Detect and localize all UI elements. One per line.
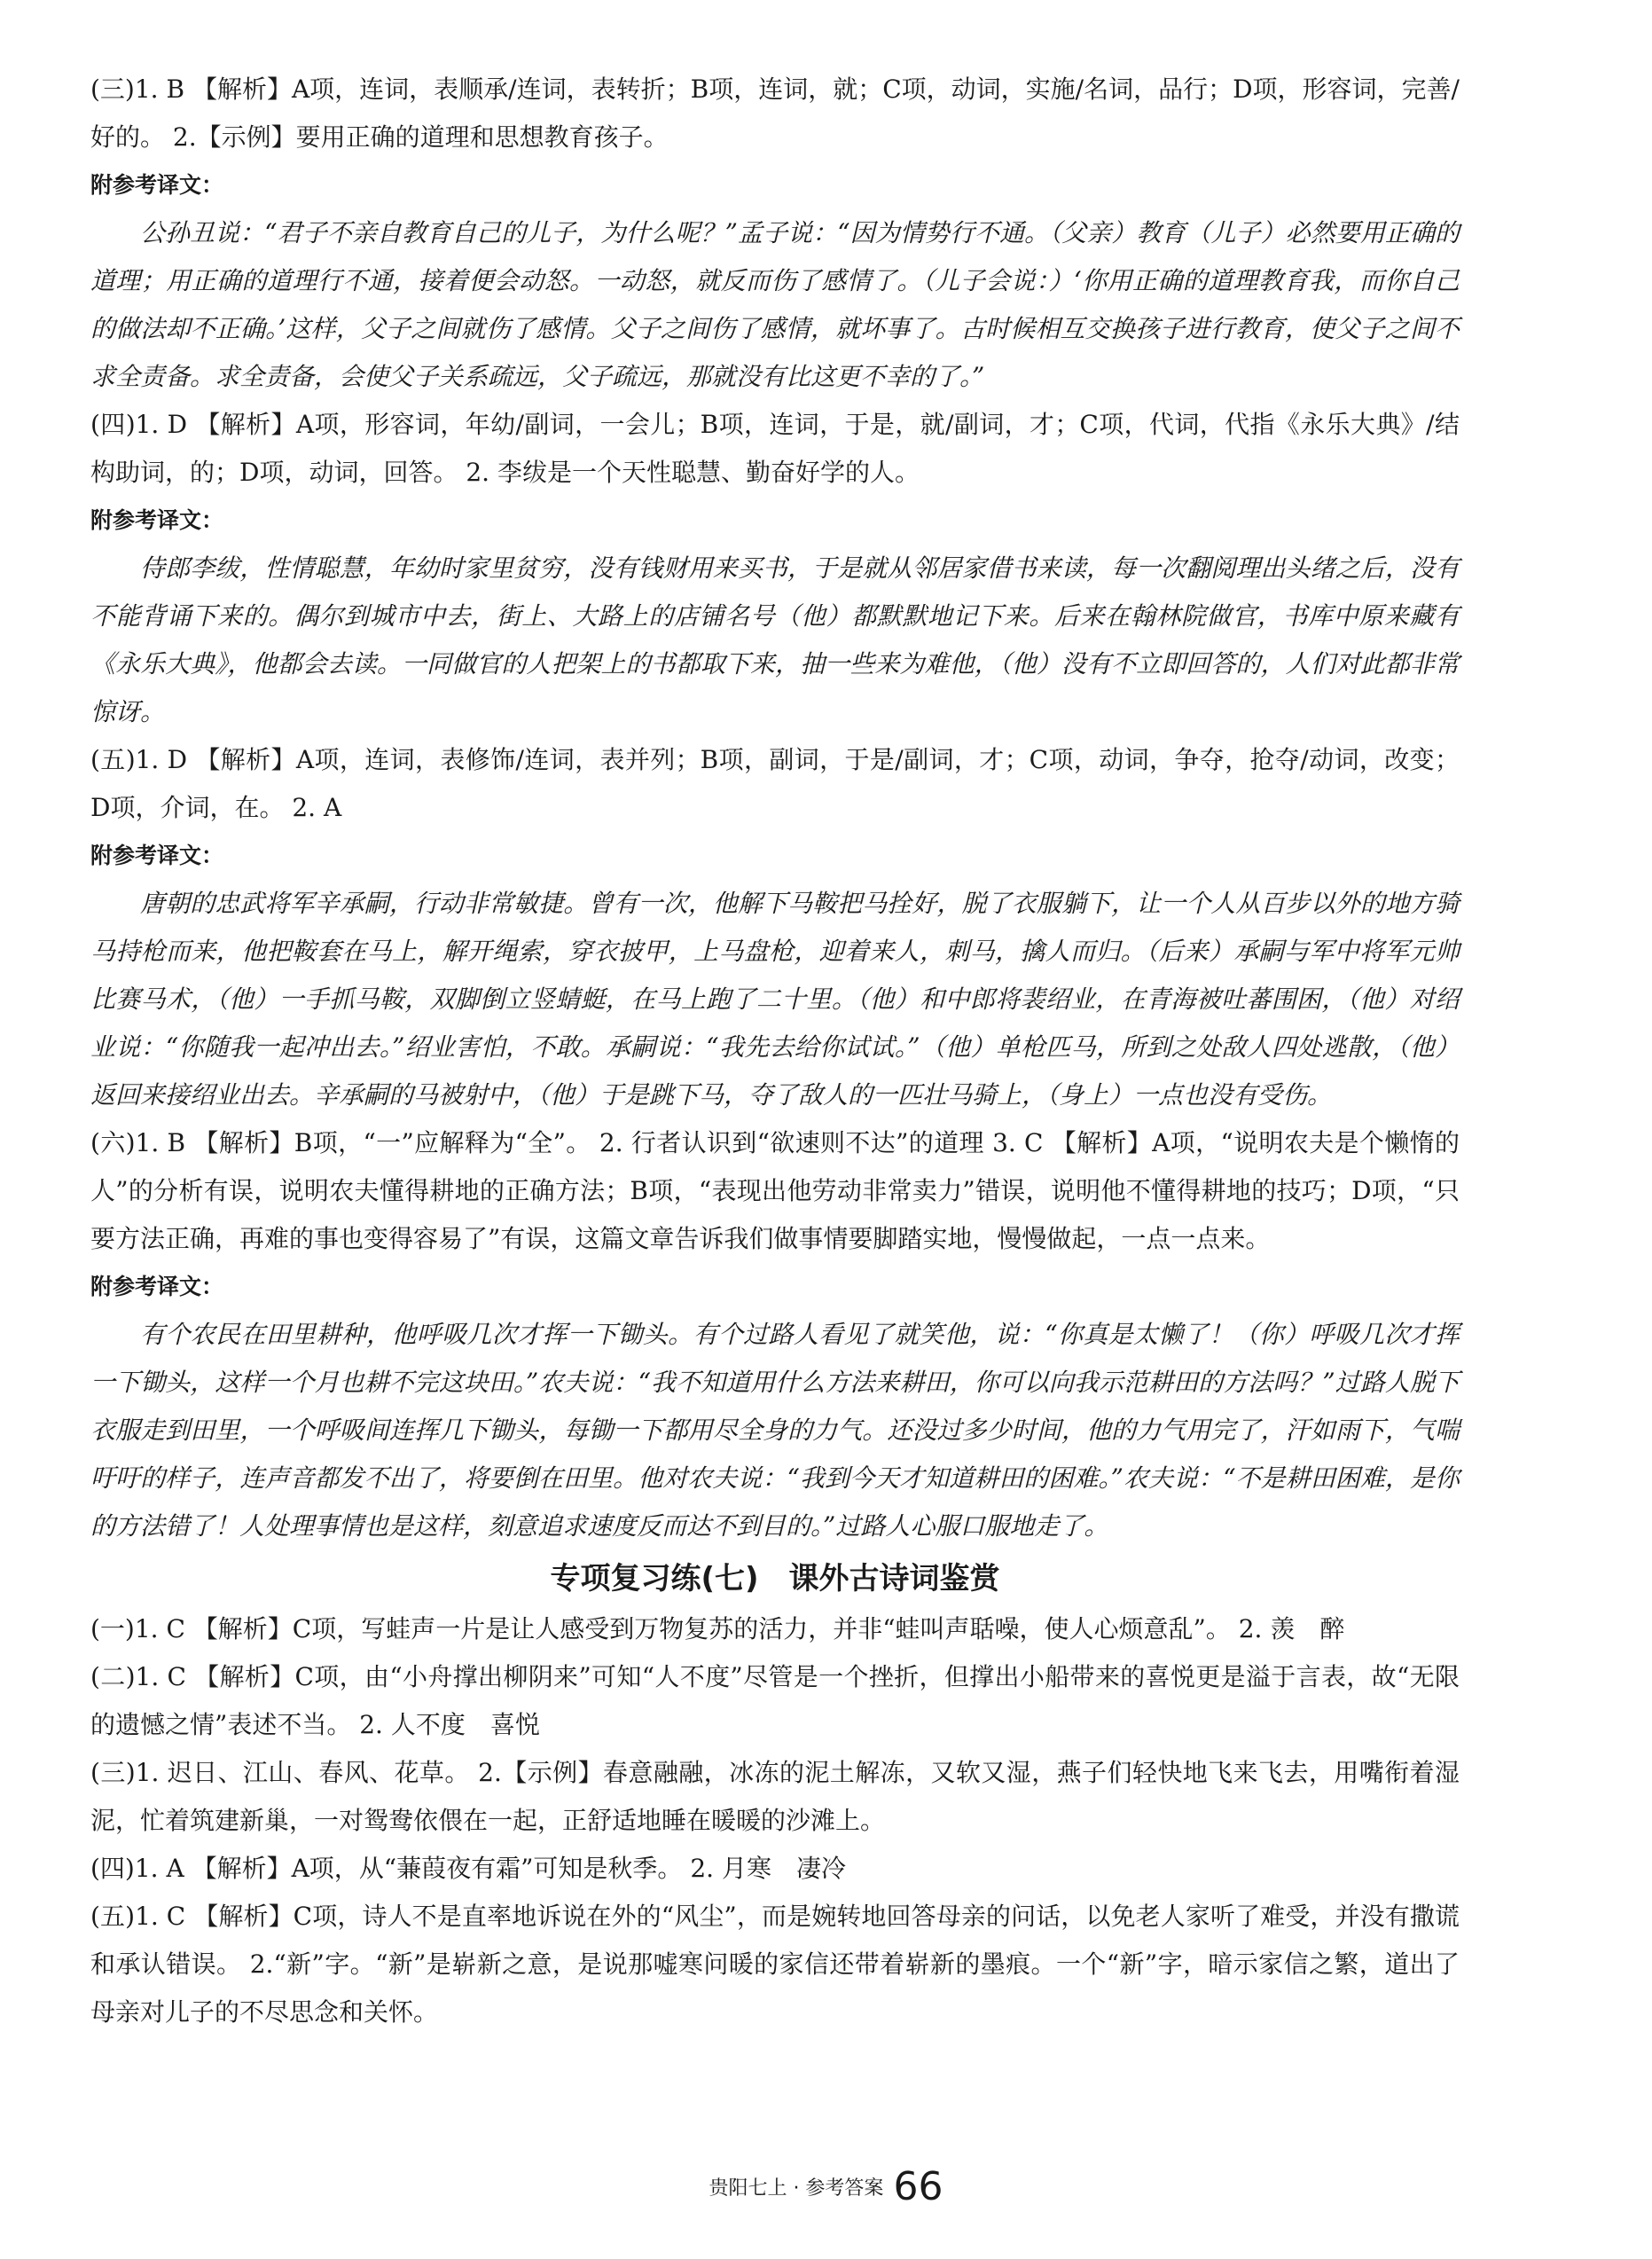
answer-paragraph: (四)1. A 【解析】A项，从“蒹葭夜有霜”可知是秋季。 2. 月寒 凄冷 xyxy=(90,1854,846,1883)
answer-paragraph: (二)1. C 【解析】C项，由“小舟撑出柳阴来”可知“人不度”尽管是一个挫折，但撑出小船带来的喜悦更是溢于言表，故“无限的遗憾之情”表述不当。 2. 人不度 喜悦 xyxy=(90,1662,1460,1739)
reference-translation-label: 附参考译文： xyxy=(90,172,224,198)
answer-paragraph: (四)1. D 【解析】A项，形容词，年幼/副词，一会儿；B项，连词，于是，就/副词，才；C项，代词，代指《永乐大典》/结构助词，的；D项，动词，回答。 2. 李绂是一个天性聪慧、勤奋好学的人。 xyxy=(90,410,1460,487)
translation-paragraph: 侍郎李绂，性情聪慧，年幼时家里贫穷，没有钱财用来买书，于是就从邻居家借书来读，每一次翻阅理出头绪之后，没有不能背诵下来的。偶尔到城市中去，街上、大路上的店铺名号（他）都默默地记下来。后来在翰林院做官，书库中原来藏有《永乐大典》，他都会去读。一同做官的人把架上的书都取下来，抽一些来为难他，（他）没有不立即回答的，人们对此都非常惊讶。 xyxy=(90,553,1460,726)
page-footer xyxy=(0,2164,1652,2209)
reference-translation-label: 附参考译文： xyxy=(90,1274,224,1299)
reference-translation-label: 附参考译文： xyxy=(90,843,224,868)
answer-paragraph: (一)1. C 【解析】C项，写蛙声一片是让人感受到万物复苏的活力，并非“蛙叫声聒噪，使人心烦意乱”。 2. 羡 醉 xyxy=(90,1614,1345,1643)
translation-paragraph: 公孙丑说：“君子不亲自教育自己的儿子，为什么呢？”孟子说：“因为情势行不通。（父亲）教育（儿子）必然要用正确的道理；用正确的道理行不通，接着便会动怒。一动怒，就反而伤了感情了。（儿子会说：）‘你用正确的道理教育我，而你自己的做法却不正确。’这样，父子之间就伤了感情。父子之间伤了感情，就坏事了。古时候相互交换孩子进行教育，使父子之间不求全责备。求全责备，会使父子关系疏远，父子疏远，那就没有比这更不幸的了。” xyxy=(90,218,1460,391)
answer-paragraph: (六)1. B 【解析】B项，“一”应解释为“全”。 2. 行者认识到“欲速则不达”的道理 3. C 【解析】A项，“说明农夫是个懒惰的人”的分析有误，说明农夫懂得耕地的正确方法；B项，“表现出他劳动非常卖力”错误，说明他不懂得耕地的技巧；D项，“只要方法正确，再难的事也变得容易了”有误，这篇文章告诉我们做事情要脚踏实地，慢慢做起，一点一点来。 xyxy=(90,1128,1460,1253)
translation-paragraph: 唐朝的忠武将军辛承嗣，行动非常敏捷。曾有一次，他解下马鞍把马拴好，脱了衣服躺下，让一个人从百步以外的地方骑马持枪而来，他把鞍套在马上，解开绳索，穿衣披甲，上马盘枪，迎着来人，刺马，擒人而归。（后来）承嗣与军中将军元帅比赛马术，（他）一手抓马鞍，双脚倒立竖蜻蜓，在马上跑了二十里。（他）和中郎将裴绍业，在青海被吐蕃围困，（他）对绍业说：“你随我一起冲出去。”绍业害怕，不敢。承嗣说：“我先去给你试试。”（他）单枪匹马，所到之处敌人四处逃散，（他）返回来接绍业出去。辛承嗣的马被射中，（他）于是跳下马，夺了敌人的一匹壮马骑上，（身上）一点也没有受伤。 xyxy=(90,889,1460,1110)
translation-paragraph: 有个农民在田里耕种，他呼吸几次才挥一下锄头。有个过路人看见了就笑他，说：“你真是太懒了！（你）呼吸几次才挥一下锄头，这样一个月也耕不完这块田。”农夫说：“我不知道用什么方法来耕田，你可以向我示范耕田的方法吗？”过路人脱下衣服走到田里，一个呼吸间连挥几下锄头，每锄一下都用尽全身的力气。还没过多少时间，他的力气用完了，汗如雨下，气喘吁吁的样子，连声音都发不出了，将要倒在田里。他对农夫说：“我到今天才知道耕田的困难。”农夫说：“不是耕田困难，是你的方法错了！人处理事情也是这样，刻意追求速度反而达不到目的。”过路人心服口服地走了。 xyxy=(90,1320,1460,1541)
reference-translation-label: 附参考译文： xyxy=(90,507,224,533)
footer-label: 贵阳七上 · 参考答案 xyxy=(709,2177,884,2200)
answer-paragraph: (三)1. 迟日、江山、春风、花草。 2.【示例】春意融融，冰冻的泥土解冻，又软又湿，燕子们轻快地飞来飞去，用嘴衔着湿泥，忙着筑建新巢，一对鸳鸯依偎在一起，正舒适地睡在暖暖的沙滩上。 xyxy=(90,1758,1460,1835)
section-title: 专项复习练(七) 课外古诗词鉴赏 xyxy=(550,1561,1000,1596)
answer-content xyxy=(90,66,1460,2036)
answer-paragraph: (三)1. B 【解析】A项，连词，表顺承/连词，表转折；B项，连词，就；C项，动词，实施/名词，品行；D项，形容词，完善/好的。 2.【示例】要用正确的道理和思想教育孩子。 xyxy=(90,75,1460,152)
answer-paragraph: (五)1. C 【解析】C项，诗人不是直率地诉说在外的“风尘”，而是婉转地回答母亲的问话，以免老人家听了难受，并没有撒谎和承认错误。 2.“新”字。“新”是崭新之意，是说那嘘寒问暖的家信还带着崭新的墨痕。一个“新”字，暗示家信之繁，道出了母亲对儿子的不尽思念和关怀。 xyxy=(90,1902,1460,2027)
page-number: 66 xyxy=(893,2164,943,2209)
answer-paragraph: (五)1. D 【解析】A项，连词，表修饰/连词，表并列；B项，副词，于是/副词，才；C项，动词，争夺，抢夺/动词，改变；D项，介词，在。 2. A xyxy=(90,745,1460,822)
